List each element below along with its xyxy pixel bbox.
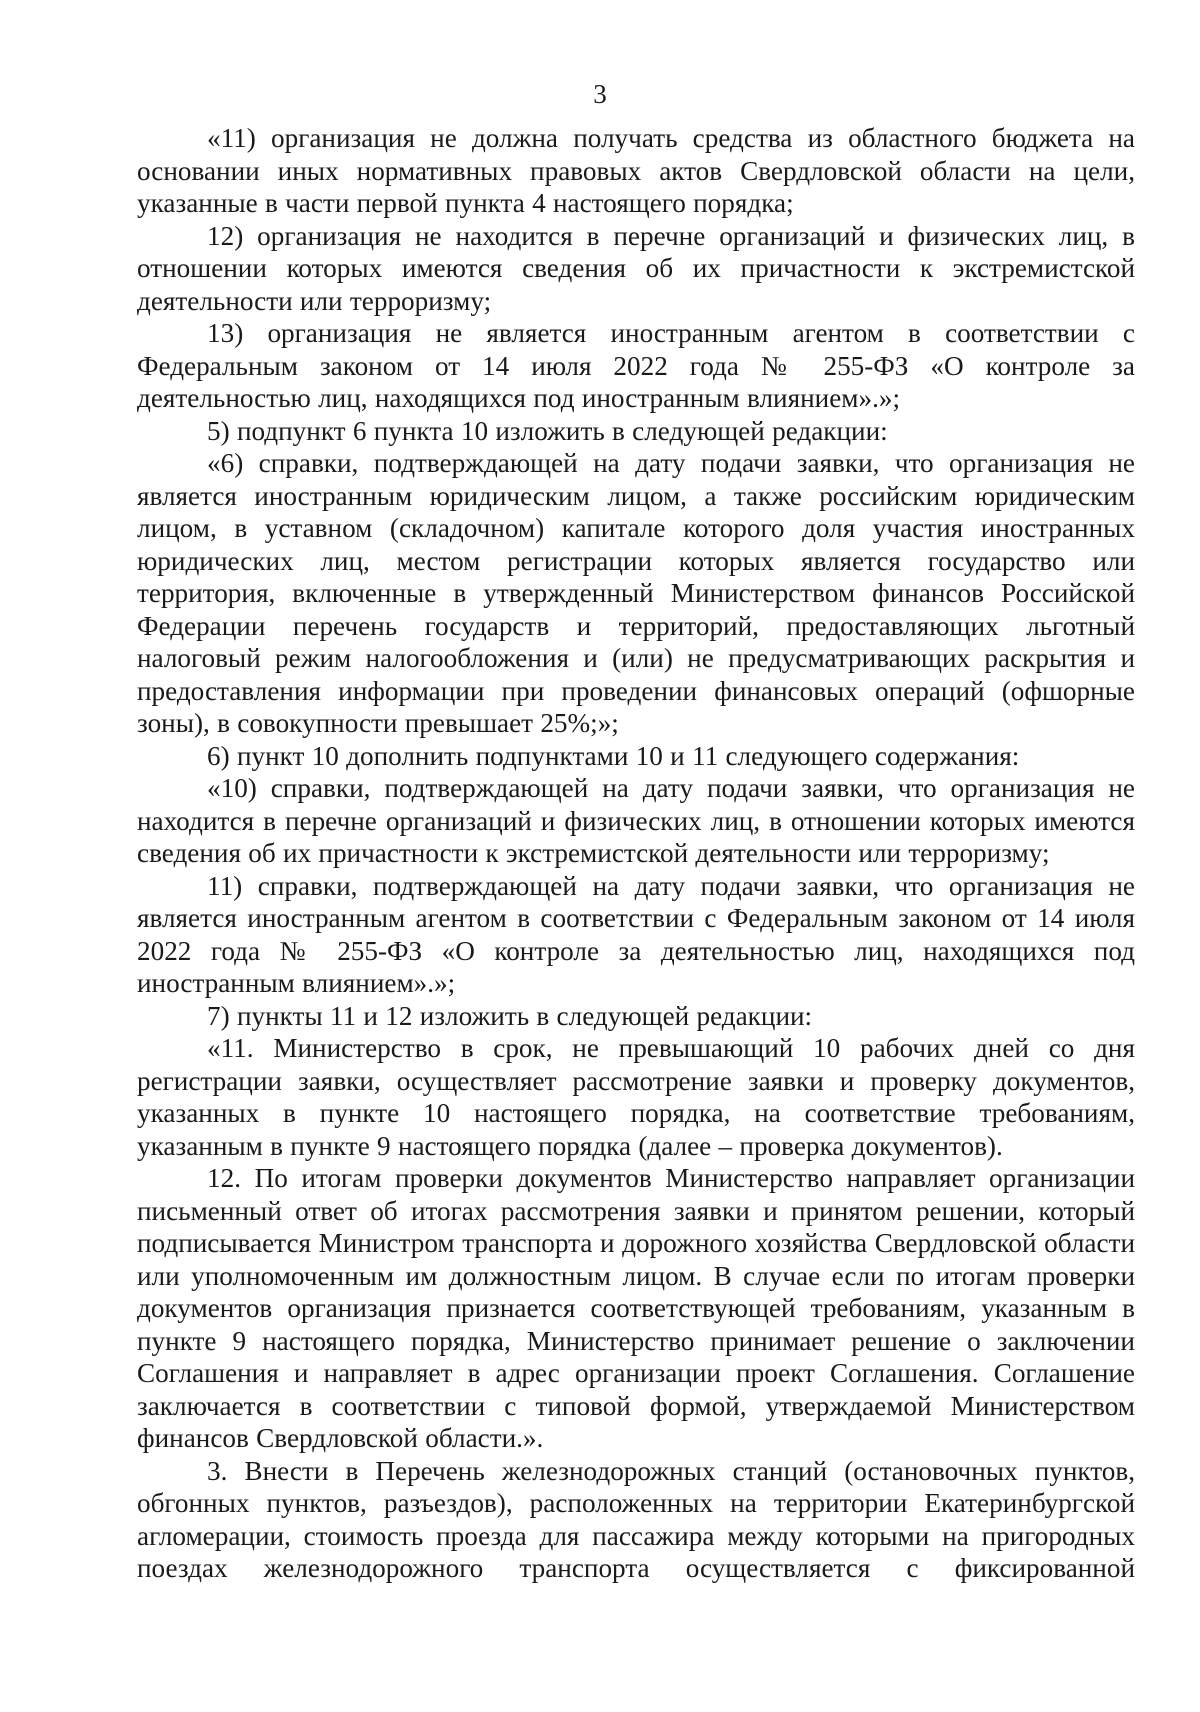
paragraph-amendment-5: 5) подпункт 6 пункта 10 изложить в следующей редакции: xyxy=(207,415,888,446)
paragraph-item-11: «11) организация не должна получать средства из областного бюджета на основании иных нормативных правовых актов Свердловской области на цели, указанные в части первой пункта 4 настоящего порядка; xyxy=(137,123,1135,218)
paragraph-item-13: 13) организация не является иностранным агентом в соответствии с Федеральным законом от 14 июля 2022 года № 255-ФЗ «О контроле за деятельностью лиц, находящихся под иностранным влиянием».»; xyxy=(137,318,1135,413)
paragraph-amendment-7: 7) пункты 11 и 12 изложить в следующей редакции: xyxy=(207,1000,813,1031)
document-body xyxy=(137,122,1135,1585)
paragraph-point-11: «11. Министерство в срок, не превышающий 10 рабочих дней со дня регистрации заявки, осуществляет рассмотрение заявки и проверку документов, указанных в пункте 10 настоящего порядка, на соответствие требованиям, указанным в пункте 9 настоящего порядка (далее – проверка документов). xyxy=(137,1033,1135,1161)
page-number: 3 xyxy=(593,79,607,109)
paragraph-subitem-6: «6) справки, подтверждающей на дату подачи заявки, что организация не является иностранным юридическим лицом, а также российским юридическим лицом, в уставном (складочном) капитале которого доля участия иностранных юридических лиц, местом регистрации которых является государство или территория, включенные в утвержденный Министерством финансов Российской Федерации перечень государств и территорий, предоставляющих льготный налоговый режим налогообложения и (или) не предусматривающих раскрытия и предоставления информации при проведении финансовых операций (офшорные зоны), в совокупности превышает 25%;»; xyxy=(137,448,1135,738)
paragraph-amendment-6: 6) пункт 10 дополнить подпунктами 10 и 11 следующего содержания: xyxy=(207,740,1020,771)
paragraph-point-12: 12. По итогам проверки документов Министерство направляет организации письменный ответ об итогах рассмотрения заявки и принятом решении, который подписывается Министром транспорта и дорожного хозяйства Свердловской области или уполномоченным им должностным лицом. В случае если по итогам проверки документов организация признается соответствующей требованиям, указанным в пункте 9 настоящего порядка, Министерство принимает решение о заключении Соглашения и направляет в адрес организации проект Соглашения. Соглашение заключается в соответствии с типовой формой, утверждаемой Министерством финансов Свердловской области.». xyxy=(137,1163,1135,1453)
paragraph-subitem-10: «10) справки, подтверждающей на дату подачи заявки, что организация не находится в перечне организаций и физических лиц, в отношении которых имеются сведения об их причастности к экстремистской деятельности или терроризму; xyxy=(137,773,1135,868)
paragraph-item-12: 12) организация не находится в перечне организаций и физических лиц, в отношении которых имеются сведения об их причастности к экстремистской деятельности или терроризму; xyxy=(137,220,1135,316)
paragraph-subitem-11: 11) справки, подтверждающей на дату подачи заявки, что организация не является иностранным агентом в соответствии с Федеральным законом от 14 июля 2022 года № 255-ФЗ «О контроле за деятельностью лиц, находящихся под иностранным влиянием».»; xyxy=(137,870,1135,998)
paragraph-section-3: 3. Внести в Перечень железнодорожных станций (остановочных пунктов, обгонных пунктов, разъездов), расположенных на территории Екатеринбургской агломерации, стоимость проезда для пассажира между которыми на пригородных поездах железнодорожного транспорта осуществляется с фиксированной xyxy=(137,1455,1135,1583)
